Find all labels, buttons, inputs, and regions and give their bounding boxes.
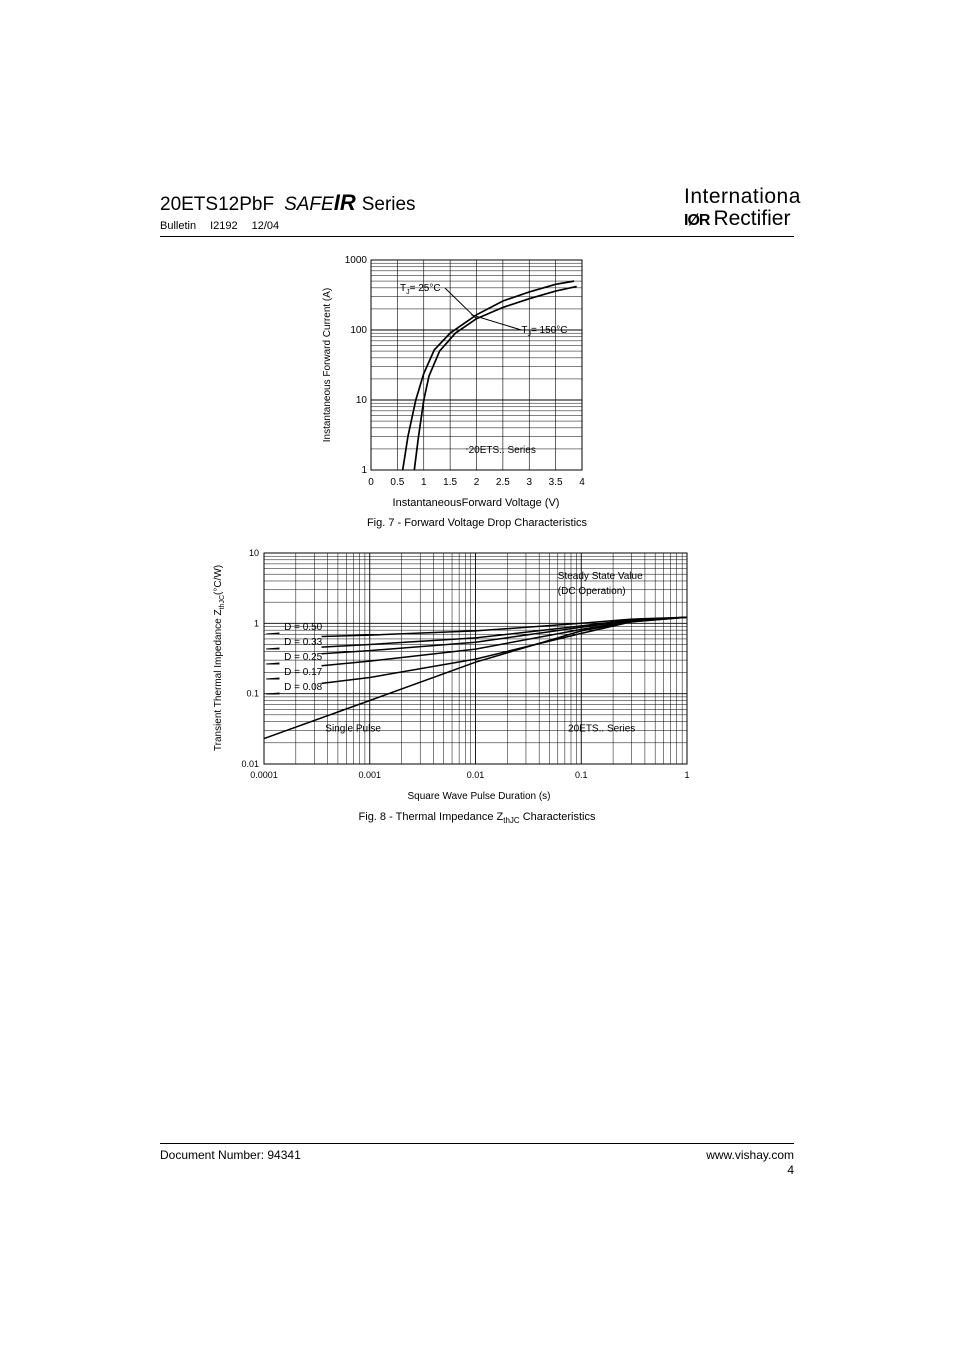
fig8-ytick: 0.01 <box>241 759 259 769</box>
fig8-caption: Fig. 8 - Thermal Impedance $Z_{thJC}$ Characteristics <box>358 811 596 825</box>
fig8-xtick: 0.1 <box>574 770 588 780</box>
logo-line2 <box>684 208 796 232</box>
fig7-xtick: 3 <box>526 477 533 488</box>
fig8-duty-label: D = 0.08 <box>284 682 323 693</box>
website-link[interactable]: www.vishay.com <box>706 1148 794 1162</box>
fig8-curve <box>322 617 688 665</box>
fig7-xlabel: InstantaneousForward Voltage (V) <box>392 497 560 509</box>
fig7-ytick: 1 <box>361 465 367 476</box>
logo-rectifier: Rectifier <box>713 207 791 230</box>
fig8-duty-label: D = 0.17 <box>284 667 323 678</box>
fig8-duty-label: D = 0.25 <box>284 652 323 663</box>
bulletin-label: Bulletin <box>160 220 197 232</box>
fig7-xtick: 1.5 <box>443 477 458 488</box>
footer-rule <box>160 1143 794 1144</box>
safe-label: SAFE <box>284 194 334 215</box>
part-number: 20ETS12PbF <box>160 194 275 215</box>
series-label: Series <box>361 194 416 215</box>
fig7-caption: Fig. 7 - Forward Voltage Drop Characteristics <box>366 517 588 529</box>
logo-line1: Internationa <box>684 185 801 208</box>
company-logo <box>684 185 801 232</box>
fig7-ytick: 100 <box>350 325 367 336</box>
fig8-duty-label: D = 0.33 <box>284 637 323 648</box>
fig8-xtick: 1 <box>684 770 690 780</box>
bulletin-number: I2192 <box>210 220 238 232</box>
page-number: 4 <box>787 1163 794 1177</box>
fig7-tick-labels <box>345 255 585 488</box>
fig8-ylabel: Transient Thermal Impedance $Z_{thJC}(^\circ C/W)$ <box>213 564 226 752</box>
fig7-xtick: 1 <box>420 477 427 488</box>
fig7-ytick: 10 <box>355 395 367 406</box>
fig8-series-label: 20ETS.. Series <box>568 723 636 735</box>
fig7-chart <box>310 250 610 512</box>
fig7-curve <box>414 286 576 470</box>
fig8-dc-label: (DC Operation) <box>557 585 626 597</box>
fig8-xtick: 0.01 <box>466 770 485 780</box>
fig7-series-label: 20ETS.. Series <box>468 444 536 456</box>
document-number: Document Number: 94341 <box>160 1148 301 1162</box>
fig8-xtick: 0.0001 <box>250 770 278 780</box>
fig8-single-pulse-label: Single Pulse <box>325 723 381 735</box>
ior-icon: IØR <box>684 212 710 229</box>
fig7-ylabel: Instantaneous Forward Current (A) <box>322 287 333 443</box>
fig8-annotations <box>266 571 643 734</box>
bulletin-line <box>160 220 293 232</box>
header-rule <box>160 236 794 237</box>
fig8-ytick: 1 <box>253 618 259 629</box>
fig8-xtick: 0.001 <box>358 770 382 780</box>
fig8-ytick: 10 <box>248 548 259 558</box>
fig7-xtick: 2 <box>473 477 480 488</box>
fig7-ytick: 1000 <box>344 255 367 266</box>
fig7-xtick: 3.5 <box>548 477 563 488</box>
fig8-ytick: 0.1 <box>246 688 259 699</box>
document-title <box>160 190 416 216</box>
fig8-chart <box>205 543 705 805</box>
bulletin-date: 12/04 <box>251 220 280 232</box>
fig8-steady-label: Steady State Value <box>557 571 643 583</box>
fig7-series <box>403 281 577 470</box>
fig7-xtick: 0.5 <box>390 477 405 488</box>
fig8-duty-label: D = 0.50 <box>284 622 323 633</box>
fig7-xtick: 0 <box>368 477 374 488</box>
fig8-xlabel: Square Wave Pulse Duration (s) <box>407 791 551 802</box>
fig7-xtick: 4 <box>579 477 585 488</box>
fig7-leader-tj25 <box>445 288 477 319</box>
fig7-label-tj25: $T_J= 25^\circ C$ <box>400 282 441 296</box>
fig7-leader-tj150 <box>471 315 521 330</box>
ir-label: IR <box>333 190 356 215</box>
fig7-xtick: 2.5 <box>495 477 510 488</box>
fig7-label-tj150: $T_J= 150^\circ C$ <box>521 325 568 338</box>
